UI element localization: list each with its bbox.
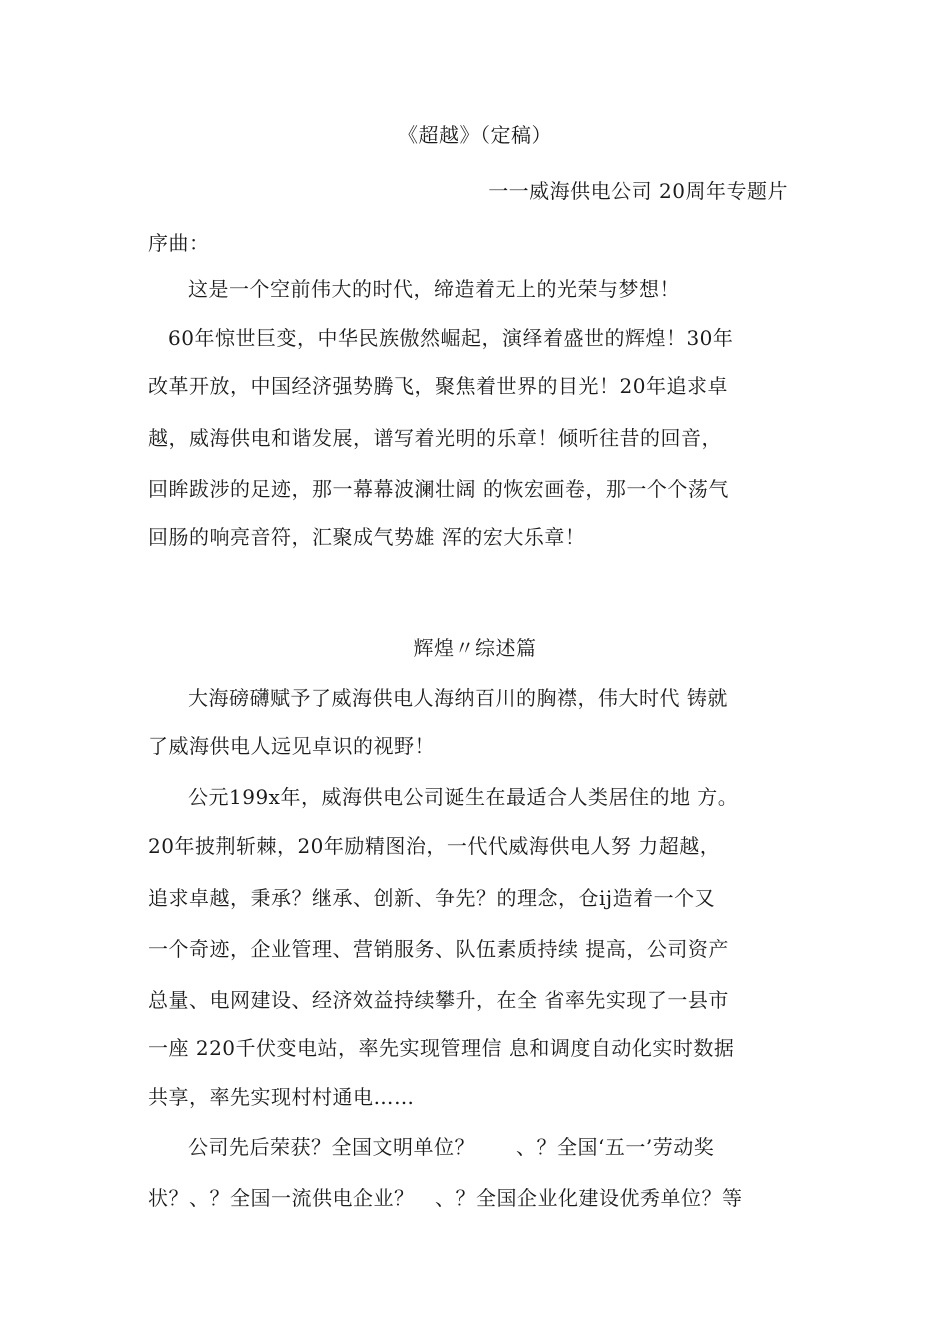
prelude-line: 越，威海供电和谐发展，谱写着光明的乐章！倾听往昔的回音， — [148, 426, 722, 450]
prelude-line: 改革开放，中国经济强势腾飞，聚焦着世界的目光！20年追求卓 — [148, 374, 728, 398]
section-line: 共享，率先实现村村通电…… — [148, 1085, 415, 1109]
prelude-line: 60年惊世巨变，中华民族傲然崛起，演绎着盛世的辉煌！30年 — [168, 326, 734, 350]
prelude-heading: 序曲： — [148, 231, 210, 255]
document-title: 《超越》（定稿） — [398, 123, 552, 147]
section-line: 一座 220千伏变电站，率先实现管理信 息和调度自动化实时数据 — [148, 1036, 735, 1060]
section-line: 公司先后荣获？全国文明单位？ 、？全国‘五一’劳动奖 — [188, 1135, 715, 1159]
section-line: 追求卓越，秉承？继承、创新、争先？的理念，仓ij造着一个又 — [148, 886, 716, 910]
section-title: 辉煌〃综述篇 — [413, 636, 537, 660]
section-line: 大海磅礴赋予了威海供电人海纳百川的胸襟，伟大时代 铸就 — [188, 686, 728, 710]
section-line: 总量、电网建设、经济效益持续攀升，在全 省率先实现了一县市 — [148, 988, 729, 1012]
section-line: 一个奇迹，企业管理、营销服务、队伍素质持续 提高，公司资产 — [148, 937, 729, 961]
section-line: 20年披荆斩棘，20年励精图治，一代代威海供电人努 力超越， — [148, 834, 721, 858]
prelude-line: 这是一个空前伟大的时代，缔造着无上的光荣与梦想！ — [188, 277, 680, 301]
prelude-line: 回眸跋涉的足迹，那一幕幕波澜壮阔 的恢宏画卷，那一个个荡气 — [148, 477, 729, 501]
prelude-line: 回肠的响亮音符，汇聚成气势雄 浑的宏大乐章！ — [148, 525, 586, 549]
document-subtitle: 一一威海供电公司 20周年专题片 — [488, 179, 788, 203]
section-line: 状？、？全国一流供电企业？ 、？全国企业化建设优秀单位？等 — [148, 1186, 743, 1210]
section-line: 公元199x年，威海供电公司诞生在最适合人类居住的地 方。 — [188, 785, 739, 809]
section-line: 了威海供电人远见卓识的视野！ — [148, 734, 435, 758]
